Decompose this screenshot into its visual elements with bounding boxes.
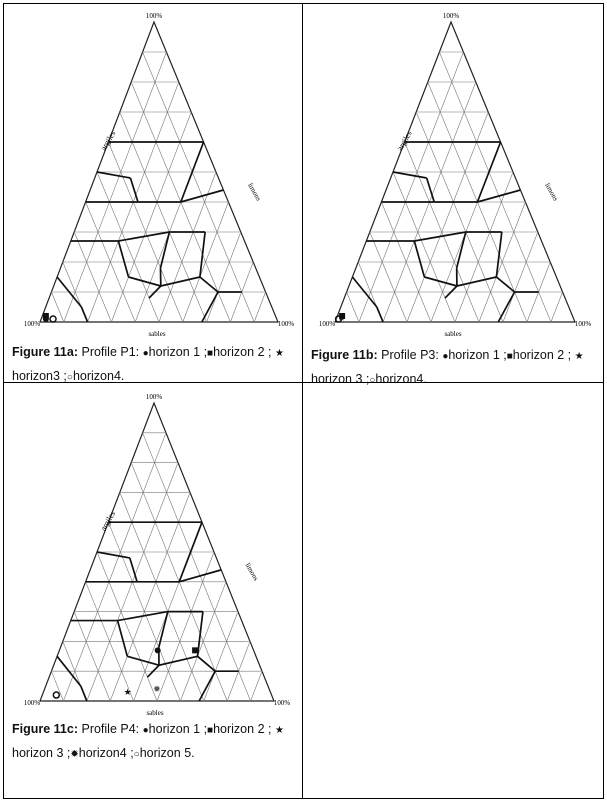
caption-text: horizon 5. bbox=[139, 746, 195, 760]
circle-filled-icon: ● bbox=[142, 725, 149, 736]
figure-11b-cell bbox=[302, 3, 604, 386]
star-icon: ★ bbox=[274, 725, 284, 736]
caption-text: horizon 2 ; bbox=[512, 348, 572, 362]
class-boundary bbox=[118, 612, 168, 621]
horizon-marker: ★ bbox=[337, 312, 346, 323]
right-corner-label: 100% bbox=[574, 320, 592, 328]
caption-text: horizon 1 ; bbox=[148, 722, 208, 736]
class-boundary bbox=[200, 277, 218, 292]
figure-label: Figure 11c: bbox=[12, 722, 78, 736]
grid-line bbox=[416, 112, 503, 322]
class-boundary bbox=[118, 621, 128, 657]
horizon-marker: ★ bbox=[123, 687, 132, 698]
class-boundary bbox=[457, 232, 466, 268]
circle-filled-icon: ● bbox=[142, 348, 149, 359]
class-boundary bbox=[129, 277, 161, 286]
class-boundary bbox=[97, 172, 130, 178]
grid-line bbox=[407, 112, 488, 322]
apex-label: 100% bbox=[145, 12, 163, 20]
caption-text: horizon4. bbox=[72, 369, 125, 383]
left-corner-label: 100% bbox=[23, 699, 41, 707]
class-boundary bbox=[181, 190, 224, 202]
circle-open-icon: ○ bbox=[66, 372, 73, 383]
figure-11a-cell bbox=[3, 3, 303, 383]
gear-icon: ✹ bbox=[70, 749, 79, 760]
grid-line bbox=[254, 292, 265, 322]
grid bbox=[335, 22, 575, 322]
circle-open-icon: ○ bbox=[133, 749, 140, 760]
circle-open-icon: ○ bbox=[369, 375, 376, 386]
left-axis-label: argiles bbox=[395, 129, 414, 153]
bottom-axis-label: sables bbox=[444, 330, 462, 338]
class-boundary bbox=[81, 307, 87, 322]
square-icon: ■ bbox=[207, 348, 214, 359]
caption-text: horizon 2 ; bbox=[213, 722, 272, 736]
class-boundary bbox=[424, 277, 457, 286]
circle-filled-icon: ● bbox=[442, 351, 449, 362]
grid-line bbox=[551, 292, 563, 322]
class-boundary bbox=[199, 671, 215, 701]
horizon-marker bbox=[192, 647, 198, 653]
grid-line bbox=[97, 172, 159, 322]
star-icon: ★ bbox=[274, 348, 284, 359]
class-boundary bbox=[160, 232, 169, 268]
horizon-marker bbox=[50, 316, 56, 322]
caption-text: horizon 1 ; bbox=[448, 348, 507, 362]
right-axis-label: limons bbox=[243, 561, 261, 583]
class-boundary bbox=[496, 277, 514, 292]
class-boundary bbox=[498, 292, 514, 322]
class-boundary bbox=[377, 307, 383, 322]
class-boundary bbox=[198, 656, 216, 671]
horizon-marker: ✹ bbox=[153, 684, 161, 695]
class-boundary bbox=[127, 656, 159, 665]
right-corner-label: 100% bbox=[277, 320, 295, 328]
grid-line bbox=[393, 172, 455, 322]
apex-label: 100% bbox=[442, 12, 460, 20]
class-boundary bbox=[414, 232, 465, 241]
horizon-marker bbox=[155, 647, 161, 653]
bottom-axis-label: sables bbox=[146, 709, 164, 717]
class-boundary bbox=[477, 190, 520, 202]
class-boundary bbox=[118, 232, 169, 241]
grid-line bbox=[347, 292, 359, 322]
grid bbox=[40, 403, 274, 701]
figure-label: Figure 11a: bbox=[12, 345, 78, 359]
square-icon: ■ bbox=[207, 725, 214, 736]
class-boundary bbox=[457, 277, 496, 286]
grid-line bbox=[110, 492, 190, 701]
class-boundary bbox=[202, 292, 218, 322]
caption-text: Profile P4: bbox=[81, 722, 143, 736]
left-corner-label: 100% bbox=[23, 320, 41, 328]
horizon-marker bbox=[43, 316, 49, 322]
ternary-diagram-11b bbox=[303, 4, 605, 344]
class-boundary bbox=[81, 686, 87, 701]
figure-11c-caption bbox=[12, 718, 297, 766]
figure-11c-cell bbox=[3, 382, 303, 799]
left-axis-label: argiles bbox=[98, 129, 118, 153]
grid-line bbox=[120, 492, 204, 701]
class-boundary bbox=[414, 241, 424, 277]
right-corner-label: 100% bbox=[273, 699, 291, 707]
grid-line bbox=[359, 52, 463, 322]
bottom-axis-label: sables bbox=[148, 330, 166, 338]
class-boundary bbox=[159, 612, 168, 648]
grid-line bbox=[120, 112, 207, 322]
square-icon: ■ bbox=[506, 351, 513, 362]
star-icon: ★ bbox=[574, 351, 584, 362]
class-boundary bbox=[393, 172, 427, 178]
caption-text: horizon 1 ; bbox=[148, 345, 208, 359]
caption-text: horizon4 ; bbox=[78, 746, 134, 760]
caption-text: horizon4. bbox=[375, 372, 427, 386]
class-boundary bbox=[118, 241, 128, 277]
grid-line bbox=[97, 552, 157, 701]
caption-text: horizon3 ; bbox=[12, 369, 67, 383]
caption-text: horizon 2 ; bbox=[213, 345, 272, 359]
grid-line bbox=[251, 671, 262, 701]
grid-line bbox=[51, 292, 63, 322]
grid bbox=[40, 22, 278, 322]
figure-label: Figure 11b: bbox=[311, 348, 378, 362]
right-axis-label: limons bbox=[246, 181, 263, 203]
grid-line bbox=[63, 433, 166, 701]
ternary-diagram-11a bbox=[4, 4, 304, 344]
right-axis-label: limons bbox=[543, 181, 560, 203]
class-boundary bbox=[179, 570, 221, 582]
ternary-diagram-11c bbox=[4, 383, 304, 723]
left-axis-label: argiles bbox=[98, 509, 118, 533]
caption-text: Profile P1: bbox=[81, 345, 143, 359]
caption-text: Profile P3: bbox=[381, 348, 443, 362]
empty-cell bbox=[302, 382, 604, 799]
caption-text: horizon 3 ; bbox=[311, 372, 370, 386]
horizon-marker bbox=[53, 692, 59, 698]
left-corner-label: 100% bbox=[318, 320, 336, 328]
class-boundary bbox=[97, 552, 130, 558]
grid-line bbox=[111, 112, 191, 322]
caption-text: horizon 3 ; bbox=[12, 746, 71, 760]
class-boundary bbox=[161, 277, 200, 286]
class-boundary bbox=[159, 656, 198, 665]
apex-label: 100% bbox=[145, 393, 163, 401]
